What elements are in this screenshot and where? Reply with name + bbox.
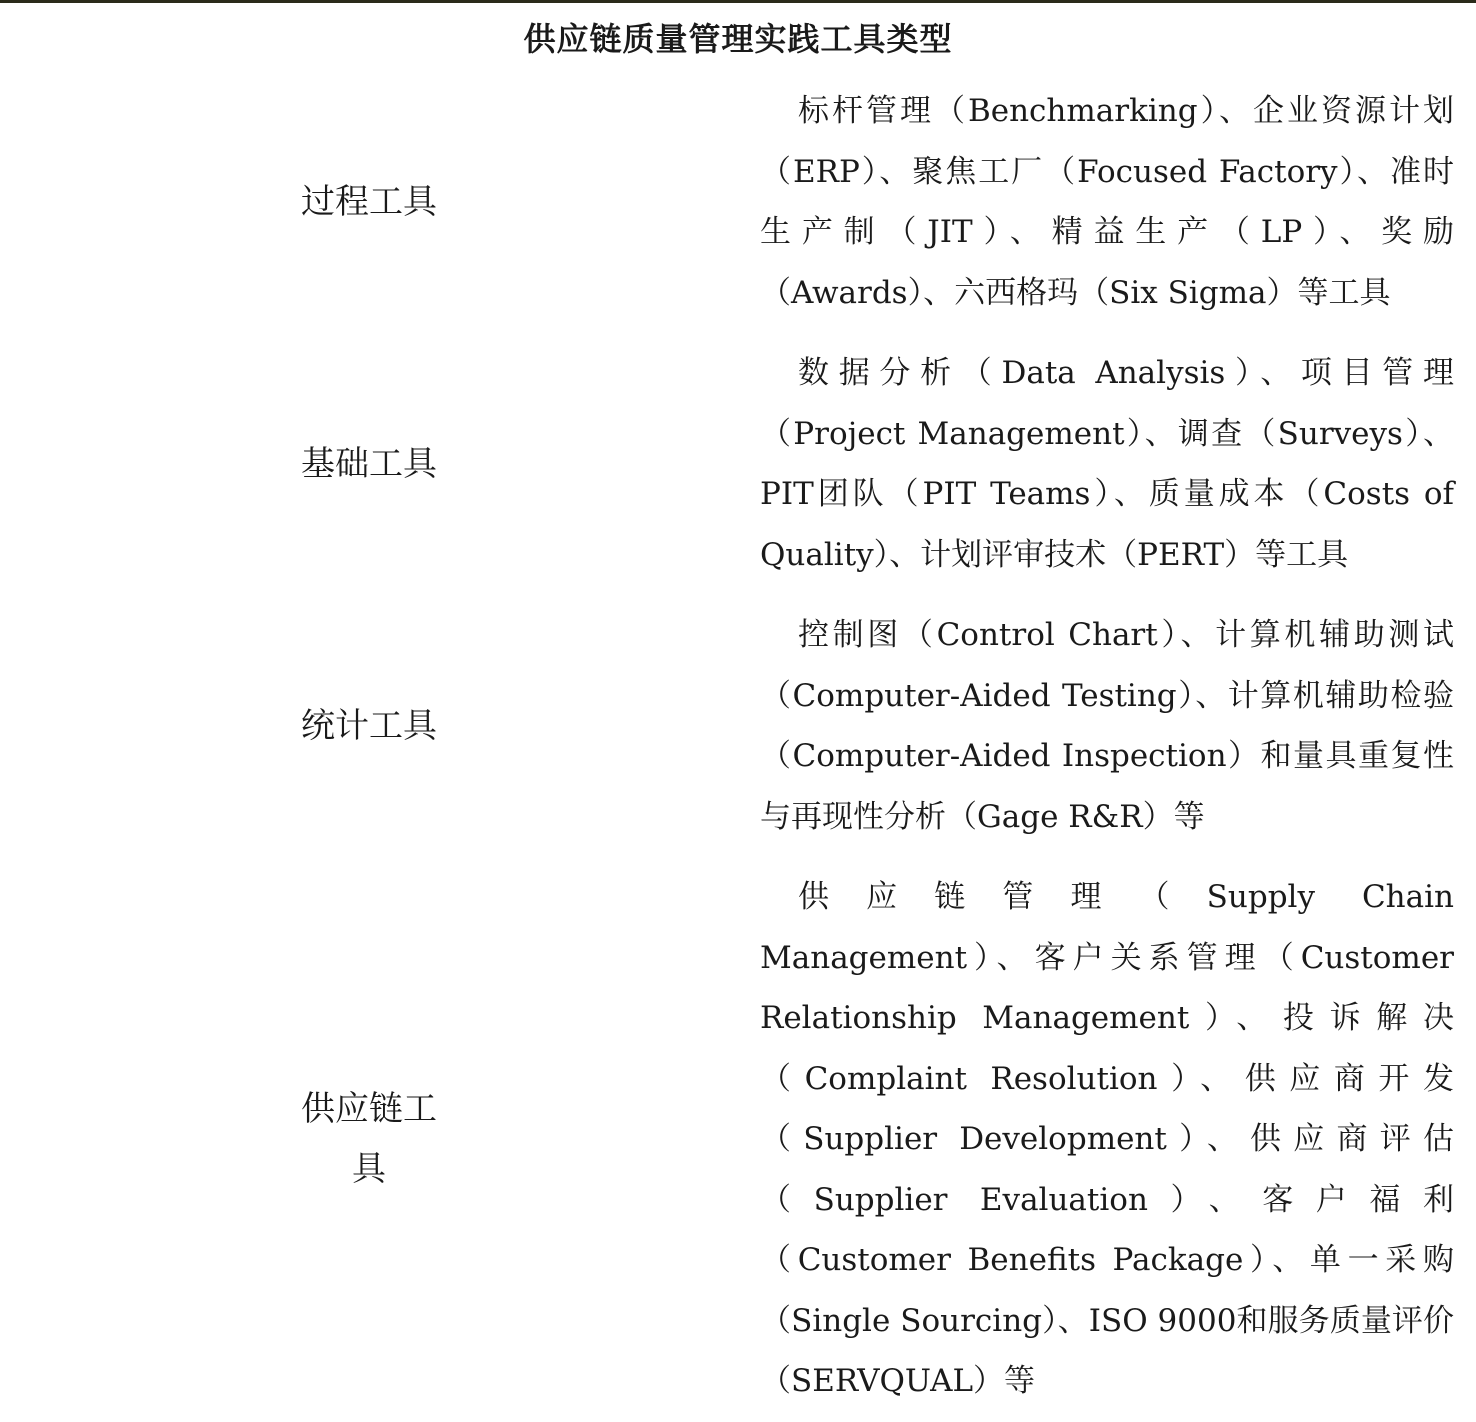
description-cell: 控制图（Control Chart）、计算机辅助测试（Computer-Aided Testing）、计算机辅助检验（Computer-Aided Inspection）和量具重复性与再现性分析（Gage R&R）等 xyxy=(760,617,1454,835)
category-cell xyxy=(0,333,738,595)
category-label: 过程工具 xyxy=(301,182,437,222)
category-cell xyxy=(0,71,738,333)
table-row xyxy=(0,71,1476,333)
category-label: 供应链工具 xyxy=(301,1089,437,1190)
description-cell: 数据分析（Data Analysis）、项目管理（Project Management）、调查（Surveys）、PIT团队（PIT Teams）、质量成本（Costs of Quality）、计划评审技术（PERT）等工具 xyxy=(760,355,1454,573)
table-row xyxy=(0,333,1476,595)
category-label: 基础工具 xyxy=(301,444,437,484)
table-row xyxy=(0,595,1476,857)
category-label: 统计工具 xyxy=(301,706,437,746)
table-title: 供应链质量管理实践工具类型 xyxy=(523,20,953,58)
tools-table xyxy=(0,3,1476,1422)
category-cell xyxy=(0,595,738,857)
category-cell xyxy=(0,857,738,1422)
description-cell: 标杆管理（Benchmarking）、企业资源计划（ERP）、聚焦工厂（Focused Factory）、准时生产制（JIT）、精益生产（LP）、奖励（Awards）、六西格玛（Six Sigma）等工具 xyxy=(760,93,1454,311)
description-cell: 供应链管理（Supply Chain Management）、客户关系管理（Customer Relationship Management）、投诉解决（Complaint Resolution）、供应商开发（Supplier Development）、供应商评估（Supplier Evaluation）、客户福利（Customer Benefits Package）、单一采购（Single Sourcing）、ISO 9000和服务质量评价（SERVQUAL）等 xyxy=(760,879,1454,1399)
table-row xyxy=(0,857,1476,1422)
table-title-row xyxy=(0,3,1476,71)
